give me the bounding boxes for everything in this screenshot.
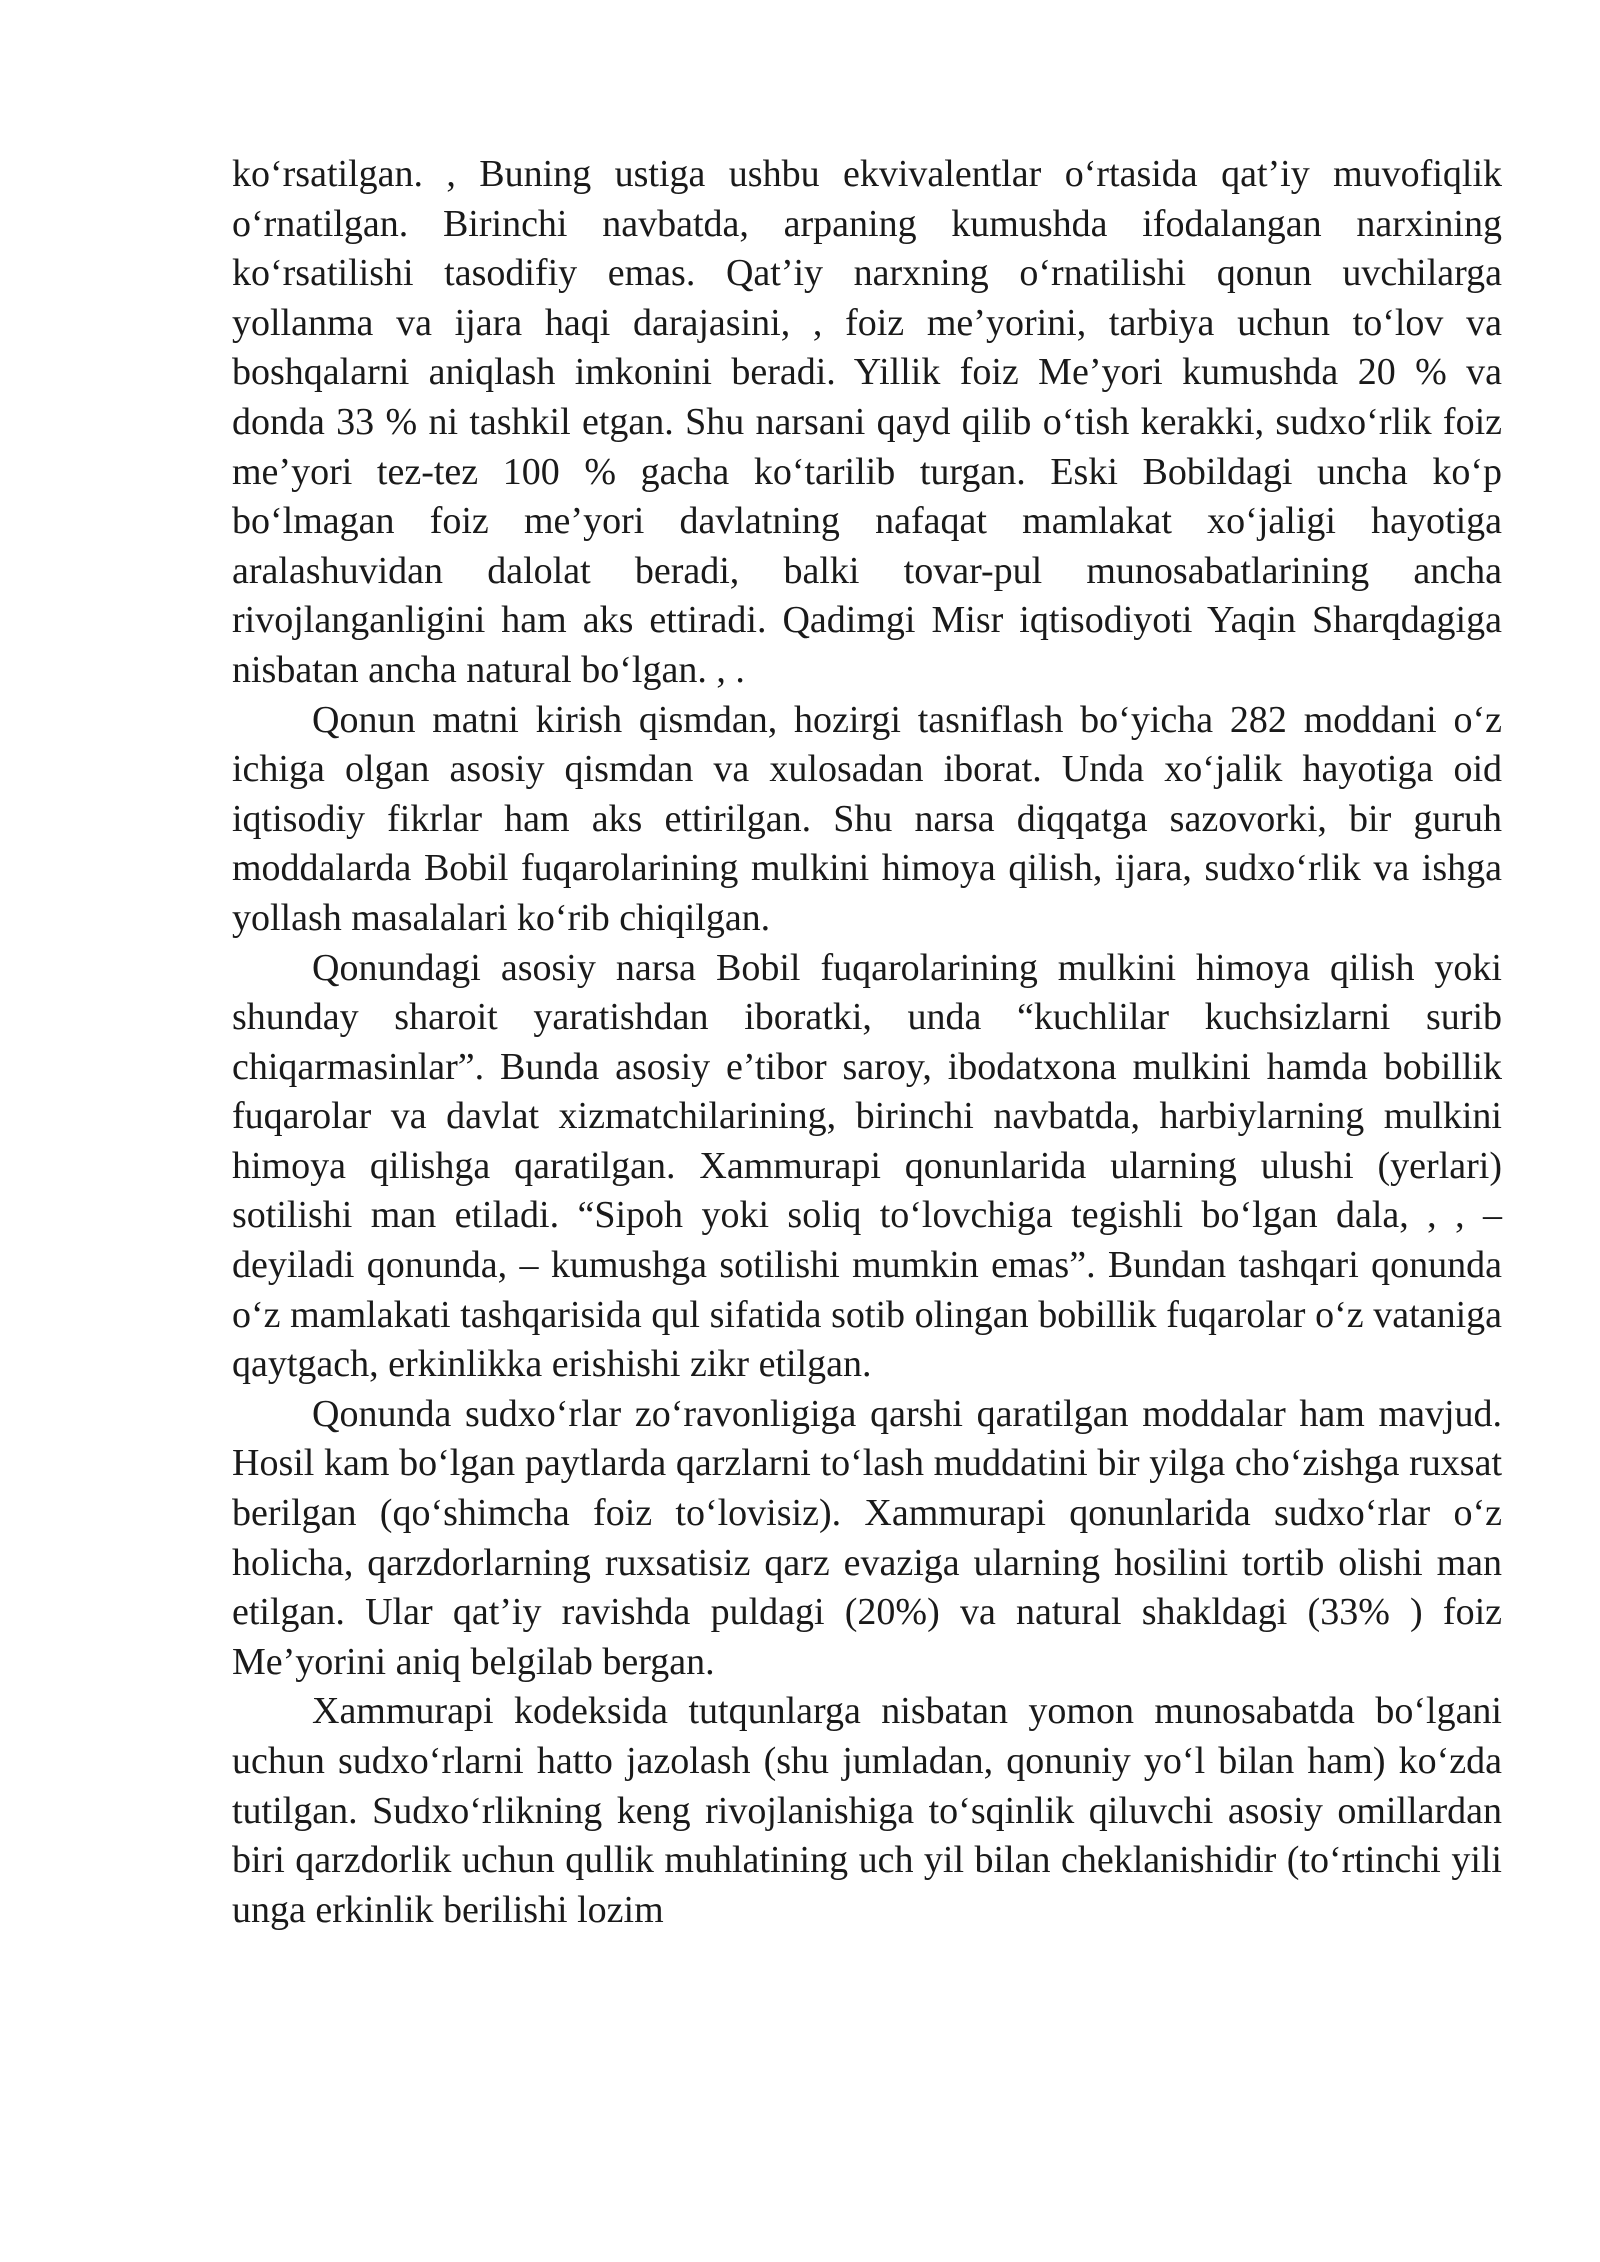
paragraph-1: ko‘rsatilgan. , Buning ustiga ushbu ekvivalentlar o‘rtasida qat’iy muvofiqlik o‘rnatilgan. Birinchi navbatda, arpaning kumushda ifodalangan narxining ko‘rsatilishi tasodifiy emas. Qat’iy narxning o‘rnatilishi qonun uvchilarga yollanma va ijara haqi darajasini, , foiz me’yorini, tarbiya uchun to‘lov va boshqalarni aniqlash imkonini beradi. Yillik foiz Me’yori kumushda 20 % va donda 33 % ni tashkil etgan. Shu narsani qayd qilib o‘tish kerakki, sudxo‘rlik foiz me’yori tez-tez 100 % gacha ko‘tarilib turgan. Eski Bobildagi uncha ko‘p bo‘lmagan foiz me’yori davlatning nafaqat mamlakat xo‘jaligi hayotiga aralashuvidan dalolat beradi, balki tovar-pul munosabatlarining ancha rivojlanganligini ham aks ettiradi. Qadimgi Misr iqtisodiyoti Yaqin Sharqdagiga nisbatan ancha natural bo‘lgan. , .: [232, 153, 1502, 691]
paragraph-4: Qonunda sudxo‘rlar zo‘ravonligiga qarshi qaratilgan moddalar ham mavjud. Hosil kam bo‘lgan paytlarda qarzlarni to‘lash muddatini bir yilga cho‘zishga ruxsat berilgan (qo‘shimcha foiz to‘lovisiz). Xammurapi qonunlarida sudxo‘rlar o‘z holicha, qarzdorlarning ruxsatisiz qarz evaziga ularning hosilini tortib olishi man etilgan. Ular qat’iy ravishda puldagi (20%) va natural shakldagi (33% ) foiz Me’yorini aniq belgilab bergan.: [232, 1392, 1502, 1683]
paragraph-5: Xammurapi kodeksida tutqunlarga nisbatan yomon munosabatda bo‘lgani uchun sudxo‘rlarni hatto jazolash (shu jumladan, qonuniy yo‘l bilan ham) ko‘zda tutilgan. Sudxo‘rlikning keng rivojlanishiga to‘sqinlik qiluvchi asosiy omillardan biri qarzdorlik uchun qullik muhlatining uch yil bilan cheklanishidir (to‘rtinchi yili unga erkinlik berilishi lozim: [232, 1690, 1502, 1931]
document-body: [232, 150, 1502, 1935]
paragraph-3: Qonundagi asosiy narsa Bobil fuqarolarining mulkini himoya qilish yoki shunday sharoit yaratishdan iboratki, unda “kuchlilar kuchsizlarni surib chiqarmasinlar”. Bunda asosiy e’tibor saroy, ibodatxona mulkini hamda bobillik fuqarolar va davlat xizmatchilarining, birinchi navbatda, harbiylarning mulkini himoya qilishga qaratilgan. Xammurapi qonunlarida ularning ulushi (yerlari) sotilishi man etiladi. “Sipoh yoki soliq to‘lovchiga tegishli bo‘lgan dala, , , – deyiladi qonunda, – kumushga sotilishi mumkin emas”. Bundan tashqari qonunda o‘z mamlakati tashqarisida qul sifatida sotib olingan bobillik fuqarolar o‘z vataniga qaytgach, erkinlikka erishishi zikr etilgan.: [232, 946, 1502, 1386]
paragraph-2: Qonun matni kirish qismdan, hozirgi tasniflash bo‘yicha 282 moddani o‘z ichiga olgan asosiy qismdan va xulosadan iborat. Unda xo‘jalik hayotiga oid iqtisodiy fikrlar ham aks ettirilgan. Shu narsa diqqatga sazovorki, bir guruh moddalarda Bobil fuqarolarining mulkini himoya qilish, ijara, sudxo‘rlik va ishga yollash masalalari ko‘rib chiqilgan.: [232, 698, 1502, 939]
